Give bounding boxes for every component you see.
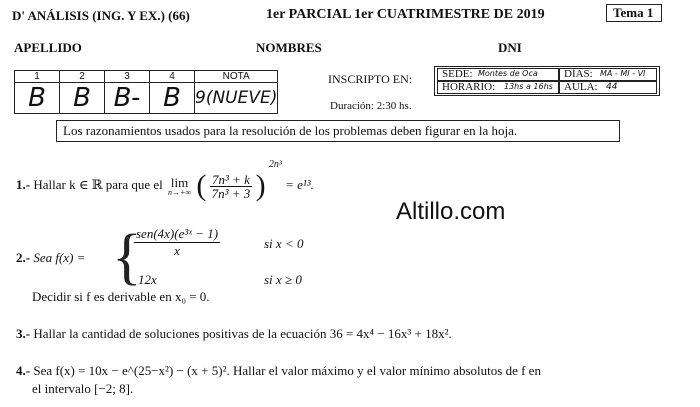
sede-cell (437, 68, 559, 81)
problem-1-number: 1.- (16, 177, 31, 192)
limit-label: lim (170, 174, 189, 190)
grade-value-2: B (60, 83, 105, 114)
grade-header-3: 3 (105, 71, 150, 83)
right-paren: ) (255, 169, 266, 203)
aula-value: 44 (606, 82, 618, 92)
problem-4-text-line2: el intervalo [−2; 8]. (32, 381, 134, 396)
case-1-numerator: sen(4x)(e³ˣ − 1) (136, 226, 219, 241)
nombres-label: NOMBRES (256, 40, 322, 55)
problem-2 (16, 250, 85, 266)
grade-value-3: B- (105, 83, 150, 114)
grades-header-row (15, 71, 278, 83)
case-1-condition: si x < 0 (264, 236, 304, 251)
grades-value-row (15, 83, 278, 114)
horario-value: 13hs a 16hs (504, 82, 553, 91)
horario-cell (437, 81, 559, 94)
dni-label: DNI (498, 40, 522, 55)
limit-operator (168, 176, 191, 197)
problem-2-number: 2.- (16, 250, 31, 265)
problem-4-number: 4.- (16, 363, 31, 378)
problem-1-rhs: = e¹³. (285, 177, 314, 192)
instructions-box (56, 120, 620, 142)
limit-subscript: n→+∞ (168, 187, 192, 197)
tema-box (606, 4, 662, 22)
grade-value-4: B (150, 83, 195, 114)
problem-3 (16, 326, 452, 342)
dias-cell (559, 68, 657, 81)
case-1-fraction (134, 226, 220, 259)
tema-label: Tema 1 (613, 5, 654, 20)
exam-title: 1er PARCIAL 1er CUATRIMESTRE DE 2019 (266, 7, 545, 22)
instructions-text: Los razonamientos usados para la resolución de los problemas deben figurar en la hoja. (63, 123, 518, 138)
case-2-condition: si x ≥ 0 (264, 272, 302, 287)
left-paren: ( (196, 169, 207, 203)
sede-label: SEDE: (442, 68, 473, 80)
grade-header-nota: NOTA (195, 71, 278, 83)
horario-label: HORARIO: (442, 81, 496, 93)
grades-table (14, 70, 278, 114)
problem-3-text: Hallar la cantidad de soluciones positivas de la ecuación 36 = 4x⁴ − 16x³ + 18x². (33, 326, 452, 341)
aula-label: AULA: (564, 81, 598, 93)
apellido-label: APELLIDO (14, 40, 82, 55)
limit-numerator: 7n³ + k (210, 173, 253, 187)
case-2-expression: 12x (138, 272, 157, 287)
grade-value-nota: 9(NUEVE) (195, 83, 278, 114)
enrollment-box (434, 66, 660, 96)
dias-label: DÍAS: (564, 68, 593, 80)
problem-1-text: Hallar k ∈ ℝ para que el (33, 177, 163, 192)
problem-1 (16, 160, 314, 201)
course-title: D' ANÁLISIS (ING. Y EX.) (66) (12, 8, 190, 23)
problem-3-number: 3.- (16, 326, 31, 341)
piecewise-brace: { (112, 223, 142, 291)
grade-header-2: 2 (60, 71, 105, 83)
problem-4 (16, 363, 541, 379)
aula-cell (559, 81, 657, 94)
problem-2-followup: Decidir si f es derivable en x₀ = 0. (32, 289, 210, 304)
grade-header-1: 1 (15, 71, 60, 83)
watermark: Altillo.com (396, 198, 506, 225)
limit-denominator: 7n³ + 3 (211, 185, 251, 201)
limit-exponent: 2n³ (268, 159, 282, 170)
grade-value-1: B (15, 83, 60, 114)
sede-value: Montes de Oca (478, 69, 538, 78)
dias-value: MA - MI - VI (600, 69, 646, 78)
duracion-text: Duración: 2:30 hs. (330, 100, 412, 112)
inscripto-label: INSCRIPTO EN: (328, 72, 413, 86)
problem-2-text: Sea f(x) = (33, 250, 86, 265)
case-1-denominator: x (174, 243, 180, 258)
problem-4-text: Sea f(x) = 10x − e^(25−x²) − (x + 5)². Hallar el valor máximo y el valor mínimo absolutos de f en (33, 363, 541, 378)
piecewise-case-1 (134, 226, 220, 259)
grade-header-4: 4 (150, 71, 195, 83)
limit-fraction (210, 173, 253, 200)
